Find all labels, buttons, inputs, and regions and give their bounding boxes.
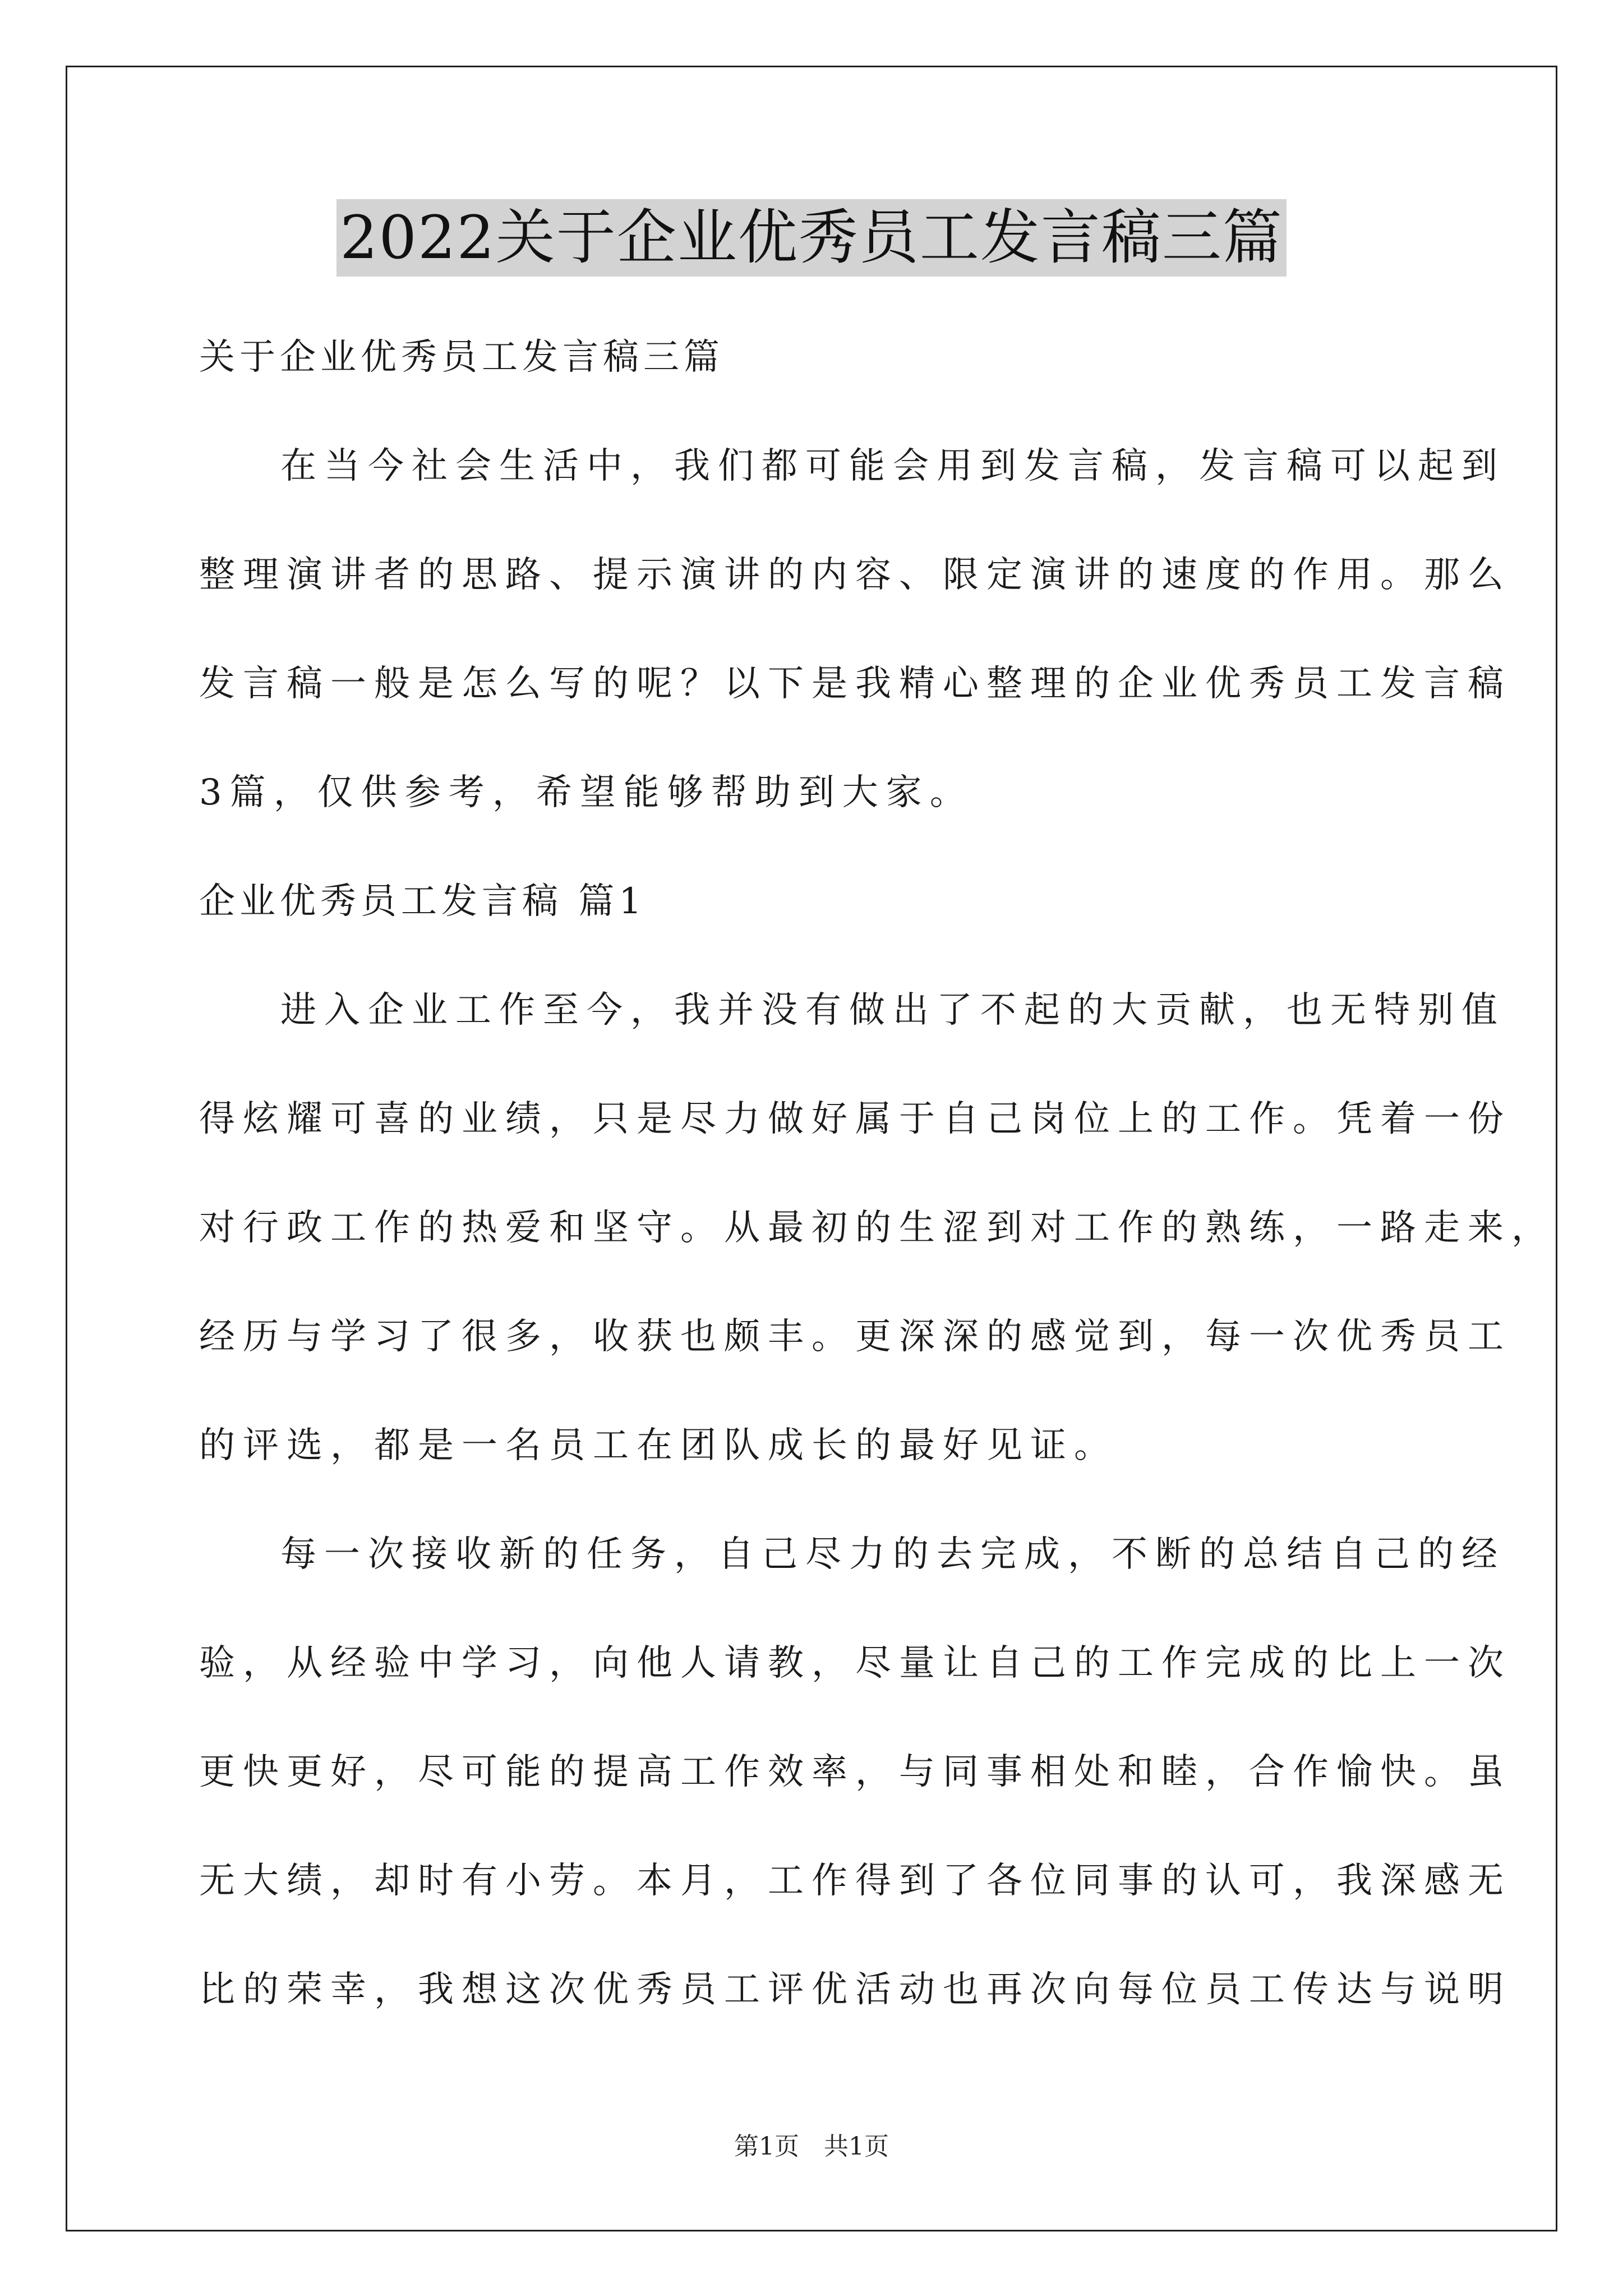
page-footer — [0, 2126, 1623, 2162]
page-number: 第1页 共1页 — [734, 2132, 889, 2161]
paragraph2-line: 验，从经验中学习，向他人请教，尽量让自己的工作完成的比上一次 — [199, 1642, 1511, 1684]
paragraph2-line: 比的荣幸，我想这次优秀员工评优活动也再次向每位员工传达与说明 — [199, 1969, 1511, 2010]
paragraph2-line: 无大绩，却时有小劳。本月，工作得到了各位同事的认可，我深感无 — [199, 1860, 1511, 1902]
document-body — [199, 303, 1555, 2044]
document-subtitle: 关于企业优秀员工发言稿三篇 — [199, 337, 724, 378]
intro-line: 在当今社会生活中，我们都可能会用到发言稿，发言稿可以起到 — [280, 445, 1505, 487]
document-title: 2022关于企业优秀员工发言稿三篇 — [336, 199, 1287, 277]
paragraph2-line: 更快更好，尽可能的提高工作效率，与同事相处和睦，合作愉快。虽 — [199, 1751, 1511, 1793]
intro-line: 整理演讲者的思路、提示演讲的内容、限定演讲的速度的作用。那么 — [199, 554, 1511, 596]
section-heading: 企业优秀员工发言稿 篇1 — [199, 881, 647, 922]
title-container — [0, 199, 1623, 277]
paragraph2-line: 每一次接收新的任务，自己尽力的去完成，不断的总结自己的经 — [280, 1534, 1505, 1575]
paragraph1-line: 经历与学习了很多，收获也颇丰。更深深的感觉到，每一次优秀员工 — [199, 1316, 1511, 1358]
paragraph1-line: 进入企业工作至今，我并没有做出了不起的大贡献，也无特别值 — [280, 990, 1505, 1031]
paragraph1-line: 的评选，都是一名员工在团队成长的最好见证。 — [199, 1425, 1118, 1466]
intro-line: 3篇，仅供参考，希望能够帮助到大家。 — [199, 772, 974, 813]
paragraph1-line: 得炫耀可喜的业绩，只是尽力做好属于自己岗位上的工作。凭着一份 — [199, 1098, 1511, 1140]
intro-line: 发言稿一般是怎么写的呢？以下是我精心整理的企业优秀员工发言稿 — [199, 663, 1511, 705]
paragraph1-line: 对行政工作的热爱和坚守。从最初的生涩到对工作的熟练，一路走来， — [199, 1207, 1555, 1249]
